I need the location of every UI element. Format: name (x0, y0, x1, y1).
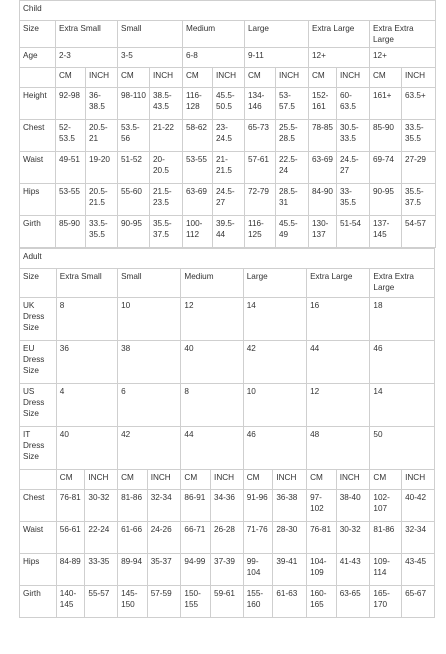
dress-size-row (20, 384, 435, 427)
dress-size-cell: 14 (243, 298, 306, 341)
age-cell: 12+ (370, 48, 436, 68)
measurement-cell: 78-85 (309, 120, 337, 152)
measurement-cell: 76-81 (56, 490, 85, 522)
unit-header: INCH (402, 68, 436, 88)
measurement-cell: 35.5-37.5 (402, 184, 436, 216)
row-label: Size (20, 269, 57, 298)
unit-header: INCH (86, 68, 118, 88)
measurement-cell: 81-86 (118, 490, 148, 522)
child-size-table (19, 0, 436, 248)
unit-header: CM (56, 68, 86, 88)
measurement-cell: 45.5-50.5 (213, 88, 245, 120)
measurement-cell: 65-73 (245, 120, 276, 152)
measurement-cell: 21-21.5 (213, 152, 245, 184)
row-label: Height (20, 88, 56, 120)
size-header: Extra Extra Large (370, 21, 436, 48)
row-label: Hips (20, 554, 57, 586)
measurement-cell: 45.5-49 (276, 216, 309, 248)
measurement-cell: 33.5-35.5 (86, 216, 118, 248)
measurement-cell: 51-52 (118, 152, 150, 184)
unit-header: CM (370, 470, 402, 490)
table-row (20, 586, 435, 618)
unit-header: CM (181, 470, 211, 490)
row-label: EU Dress Size (20, 341, 57, 384)
child-age-row (20, 48, 436, 68)
unit-header: CM (370, 68, 402, 88)
table-row (20, 216, 436, 248)
unit-header: INCH (276, 68, 309, 88)
measurement-cell: 104-109 (307, 554, 337, 586)
unit-header: INCH (211, 470, 244, 490)
measurement-cell: 39.5-44 (213, 216, 245, 248)
table-row (20, 522, 435, 554)
dress-size-cell: 8 (56, 298, 117, 341)
table-row (20, 120, 436, 152)
measurement-cell: 25.5-28.5 (276, 120, 309, 152)
unit-header: INCH (336, 470, 370, 490)
measurement-cell: 55-57 (85, 586, 118, 618)
dress-size-cell: 46 (370, 341, 435, 384)
measurement-cell: 22-24 (85, 522, 118, 554)
measurement-cell: 40-42 (402, 490, 435, 522)
dress-size-cell: 38 (118, 341, 181, 384)
measurement-cell: 84-90 (309, 184, 337, 216)
size-chart (19, 0, 435, 618)
measurement-cell: 32-34 (402, 522, 435, 554)
measurement-cell: 63-65 (336, 586, 370, 618)
table-row (20, 554, 435, 586)
measurement-cell: 116-128 (183, 88, 213, 120)
measurement-cell: 24.5-27 (213, 184, 245, 216)
measurement-cell: 56-61 (56, 522, 85, 554)
size-header: Small (118, 269, 181, 298)
measurement-cell: 99-104 (243, 554, 273, 586)
age-cell: 6-8 (183, 48, 245, 68)
size-header: Large (243, 269, 306, 298)
dress-size-cell: 46 (243, 427, 306, 470)
measurement-cell: 30.5-33.5 (337, 120, 370, 152)
row-label: US Dress Size (20, 384, 57, 427)
measurement-cell: 20.5-21.5 (86, 184, 118, 216)
measurement-cell: 134-146 (245, 88, 276, 120)
size-header: Large (245, 21, 309, 48)
measurement-cell: 102-107 (370, 490, 402, 522)
measurement-cell: 76-81 (307, 522, 337, 554)
measurement-cell: 37-39 (211, 554, 244, 586)
measurement-cell: 54-57 (402, 216, 436, 248)
measurement-cell: 116-125 (245, 216, 276, 248)
measurement-cell: 69-74 (370, 152, 402, 184)
size-header: Medium (183, 21, 245, 48)
measurement-cell: 53-55 (183, 152, 213, 184)
unit-header: CM (56, 470, 85, 490)
size-header: Small (118, 21, 183, 48)
dress-size-cell: 50 (370, 427, 435, 470)
unit-header: INCH (273, 470, 307, 490)
dress-size-cell: 10 (243, 384, 306, 427)
size-header: Medium (181, 269, 243, 298)
age-cell: 3-5 (118, 48, 183, 68)
measurement-cell: 137-145 (370, 216, 402, 248)
measurement-cell: 21.5-23.5 (150, 184, 183, 216)
dress-size-cell: 18 (370, 298, 435, 341)
measurement-cell: 33-35.5 (337, 184, 370, 216)
measurement-cell: 130-137 (309, 216, 337, 248)
dress-size-cell: 42 (243, 341, 306, 384)
dress-size-cell: 40 (181, 341, 243, 384)
unit-header: CM (118, 68, 150, 88)
measurement-cell: 30-32 (336, 522, 370, 554)
row-label: Chest (20, 490, 57, 522)
row-label: Hips (20, 184, 56, 216)
measurement-cell: 94-99 (181, 554, 211, 586)
dress-size-cell: 16 (307, 298, 370, 341)
measurement-cell: 52-53.5 (56, 120, 86, 152)
child-size-row (20, 21, 436, 48)
measurement-cell: 140-145 (56, 586, 85, 618)
measurement-cell: 20-20.5 (150, 152, 183, 184)
measurement-cell: 35-37 (147, 554, 181, 586)
row-label: Girth (20, 586, 57, 618)
measurement-cell: 63-69 (183, 184, 213, 216)
measurement-cell: 22.5-24 (276, 152, 309, 184)
age-cell: 12+ (309, 48, 370, 68)
measurement-cell: 57-61 (245, 152, 276, 184)
row-label: Size (20, 21, 56, 48)
measurement-cell: 36-38.5 (86, 88, 118, 120)
unit-header: CM (307, 470, 337, 490)
unit-header: INCH (213, 68, 245, 88)
dress-size-cell: 10 (118, 298, 181, 341)
measurement-cell: 89-94 (118, 554, 148, 586)
measurement-cell: 34-36 (211, 490, 244, 522)
row-label: Chest (20, 120, 56, 152)
measurement-cell: 53-57.5 (276, 88, 309, 120)
dress-size-cell: 12 (181, 298, 243, 341)
measurement-cell: 26-28 (211, 522, 244, 554)
measurement-cell: 65-67 (402, 586, 435, 618)
dress-size-row (20, 427, 435, 470)
measurement-cell: 20.5-21 (86, 120, 118, 152)
measurement-cell: 35.5-37.5 (150, 216, 183, 248)
measurement-cell: 53.5-56 (118, 120, 150, 152)
unit-header: INCH (85, 470, 118, 490)
unit-header: INCH (150, 68, 183, 88)
measurement-cell: 97-102 (307, 490, 337, 522)
table-row (20, 88, 436, 120)
dress-size-row (20, 341, 435, 384)
unit-header: CM (245, 68, 276, 88)
size-header: Extra Large (307, 269, 370, 298)
measurement-cell: 72-79 (245, 184, 276, 216)
measurement-cell: 161+ (370, 88, 402, 120)
child-unit-row (20, 68, 436, 88)
measurement-cell: 49-51 (56, 152, 86, 184)
adult-size-table (19, 248, 435, 618)
measurement-cell: 36-38 (273, 490, 307, 522)
measurement-cell: 30-32 (85, 490, 118, 522)
measurement-cell: 85-90 (56, 216, 86, 248)
measurement-cell: 86-91 (181, 490, 211, 522)
measurement-cell: 100-112 (183, 216, 213, 248)
dress-size-cell: 6 (118, 384, 181, 427)
dress-size-cell: 44 (307, 341, 370, 384)
measurement-cell: 92-98 (56, 88, 86, 120)
measurement-cell: 91-96 (243, 490, 273, 522)
blank-cell (20, 68, 56, 88)
dress-size-cell: 4 (56, 384, 117, 427)
dress-size-cell: 8 (181, 384, 243, 427)
child-section-title: Child (20, 1, 436, 21)
unit-header: INCH (337, 68, 370, 88)
measurement-cell: 150-155 (181, 586, 211, 618)
row-label: IT Dress Size (20, 427, 57, 470)
measurement-cell: 58-62 (183, 120, 213, 152)
unit-header: CM (243, 470, 273, 490)
measurement-cell: 38.5-43.5 (150, 88, 183, 120)
unit-header: INCH (147, 470, 181, 490)
dress-size-cell: 42 (118, 427, 181, 470)
measurement-cell: 55-60 (118, 184, 150, 216)
adult-size-row (20, 269, 435, 298)
measurement-cell: 28-30 (273, 522, 307, 554)
dress-size-cell: 48 (307, 427, 370, 470)
measurement-cell: 19-20 (86, 152, 118, 184)
measurement-cell: 98-110 (118, 88, 150, 120)
measurement-cell: 81-86 (370, 522, 402, 554)
measurement-cell: 61-66 (118, 522, 148, 554)
measurement-cell: 41-43 (336, 554, 370, 586)
dress-size-cell: 36 (56, 341, 117, 384)
measurement-cell: 33-35 (85, 554, 118, 586)
adult-unit-row (20, 470, 435, 490)
measurement-cell: 152-161 (309, 88, 337, 120)
row-label: Waist (20, 522, 57, 554)
measurement-cell: 23-24.5 (213, 120, 245, 152)
measurement-cell: 155-160 (243, 586, 273, 618)
dress-size-cell: 40 (56, 427, 117, 470)
measurement-cell: 33.5-35.5 (402, 120, 436, 152)
measurement-cell: 24.5-27 (337, 152, 370, 184)
table-row (20, 152, 436, 184)
measurement-cell: 90-95 (118, 216, 150, 248)
dress-size-cell: 12 (307, 384, 370, 427)
blank-cell (20, 470, 57, 490)
measurement-cell: 21-22 (150, 120, 183, 152)
size-header: Extra Small (56, 269, 117, 298)
measurement-cell: 53-55 (56, 184, 86, 216)
row-label: Age (20, 48, 56, 68)
row-label: Girth (20, 216, 56, 248)
measurement-cell: 63.5+ (402, 88, 436, 120)
table-row (20, 184, 436, 216)
dress-size-cell: 44 (181, 427, 243, 470)
measurement-cell: 71-76 (243, 522, 273, 554)
measurement-cell: 38-40 (336, 490, 370, 522)
size-header: Extra Large (309, 21, 370, 48)
measurement-cell: 63-69 (309, 152, 337, 184)
measurement-cell: 84-89 (56, 554, 85, 586)
measurement-cell: 28.5-31 (276, 184, 309, 216)
row-label: Waist (20, 152, 56, 184)
measurement-cell: 66-71 (181, 522, 211, 554)
measurement-cell: 51-54 (337, 216, 370, 248)
unit-header: CM (118, 470, 148, 490)
measurement-cell: 61-63 (273, 586, 307, 618)
measurement-cell: 85-90 (370, 120, 402, 152)
unit-header: CM (183, 68, 213, 88)
measurement-cell: 39-41 (273, 554, 307, 586)
measurement-cell: 90-95 (370, 184, 402, 216)
measurement-cell: 60-63.5 (337, 88, 370, 120)
measurement-cell: 43-45 (402, 554, 435, 586)
measurement-cell: 109-114 (370, 554, 402, 586)
measurement-cell: 32-34 (147, 490, 181, 522)
dress-size-row (20, 298, 435, 341)
table-row (20, 490, 435, 522)
size-header: Extra Small (56, 21, 118, 48)
unit-header: INCH (402, 470, 435, 490)
unit-header: CM (309, 68, 337, 88)
row-label: UK Dress Size (20, 298, 57, 341)
dress-size-cell: 14 (370, 384, 435, 427)
measurement-cell: 165-170 (370, 586, 402, 618)
size-header: Extra Extra Large (370, 269, 435, 298)
measurement-cell: 57-59 (147, 586, 181, 618)
measurement-cell: 59-61 (211, 586, 244, 618)
measurement-cell: 27-29 (402, 152, 436, 184)
measurement-cell: 145-150 (118, 586, 148, 618)
measurement-cell: 160-165 (307, 586, 337, 618)
adult-section-title: Adult (20, 249, 435, 269)
measurement-cell: 24-26 (147, 522, 181, 554)
age-cell: 2-3 (56, 48, 118, 68)
age-cell: 9-11 (245, 48, 309, 68)
